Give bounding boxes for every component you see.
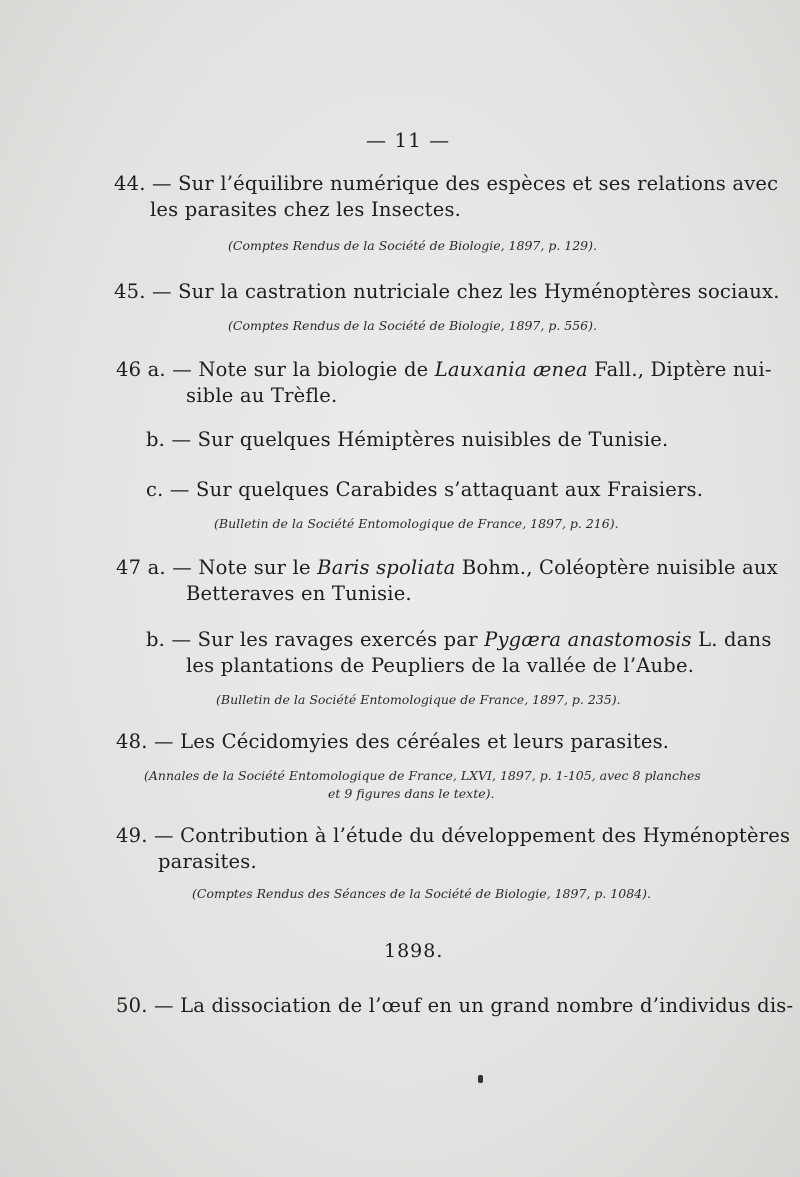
entry-49-citation: (Comptes Rendus des Séances de la Société de Biologie, 1897, p. 1084). xyxy=(192,886,651,901)
entry-46b-line-1: b. — Sur quelques Hémiptères nuisibles de Tunisie. xyxy=(146,428,669,451)
entry-47b-text: b. — Sur les ravages exercés par xyxy=(146,628,485,651)
entry-49-line-1: 49. — Contribution à l’étude du développement des Hyménoptères xyxy=(116,824,791,847)
entry-48-citation-line-2: et 9 figures dans le texte). xyxy=(328,786,495,801)
entry-47b-line-1 xyxy=(146,628,772,651)
entry-45-line-1: 45. — Sur la castration nutriciale chez les Hyménoptères sociaux. xyxy=(114,280,780,303)
entry-47a-text: 47 a. — Note sur le xyxy=(116,556,318,579)
entry-49-line-2: parasites. xyxy=(158,850,257,873)
ink-mark xyxy=(478,1075,483,1083)
entry-47a-species: Baris spoliata xyxy=(317,556,456,579)
entry-46c-line-1: c. — Sur quelques Carabides s’attaquant aux Fraisiers. xyxy=(146,478,704,501)
entry-47a-line-2: Betteraves en Tunisie. xyxy=(186,582,412,605)
entry-44-line-2: les parasites chez les Insectes. xyxy=(150,198,462,221)
entry-46a-species: Lauxania ænea xyxy=(434,358,588,381)
entry-46a-line-1 xyxy=(116,358,772,381)
entry-46a-text: 46 a. — Note sur la biologie de xyxy=(116,358,435,381)
entry-47a-text-end: Bohm., Coléoptère nuisible aux xyxy=(455,556,778,579)
entry-47b-line-2: les plantations de Peupliers de la vallée de l’Aube. xyxy=(186,654,695,677)
entry-46a-line-2: sible au Trèfle. xyxy=(186,384,338,407)
entry-45-citation: (Comptes Rendus de la Société de Biologie, 1897, p. 556). xyxy=(228,318,597,333)
entry-44-line-1: 44. — Sur l’équilibre numérique des espèces et ses relations avec xyxy=(114,172,779,195)
entry-47b-species: Pygæra anastomosis xyxy=(484,628,692,651)
entry-47b-citation: (Bulletin de la Société Entomologique de France, 1897, p. 235). xyxy=(216,692,621,707)
page-number: — 11 — xyxy=(366,128,451,152)
entry-46a-text-end: Fall., Diptère nui- xyxy=(587,358,772,381)
entry-48-citation-line-1: (Annales de la Société Entomologique de France, LXVI, 1897, p. 1-105, avec 8 planches xyxy=(144,768,701,783)
entry-47a-line-1 xyxy=(116,556,778,579)
entry-44-citation: (Comptes Rendus de la Société de Biologie, 1897, p. 129). xyxy=(228,238,597,253)
entry-50-line-1: 50. — La dissociation de l’œuf en un grand nombre d’individus dis- xyxy=(116,994,794,1017)
year-heading: 1898. xyxy=(384,940,444,962)
entry-46c-citation: (Bulletin de la Société Entomologique de France, 1897, p. 216). xyxy=(214,516,619,531)
entry-48-line-1: 48. — Les Cécidomyies des céréales et leurs parasites. xyxy=(116,730,670,753)
entry-47b-text-end: L. dans xyxy=(691,628,772,651)
